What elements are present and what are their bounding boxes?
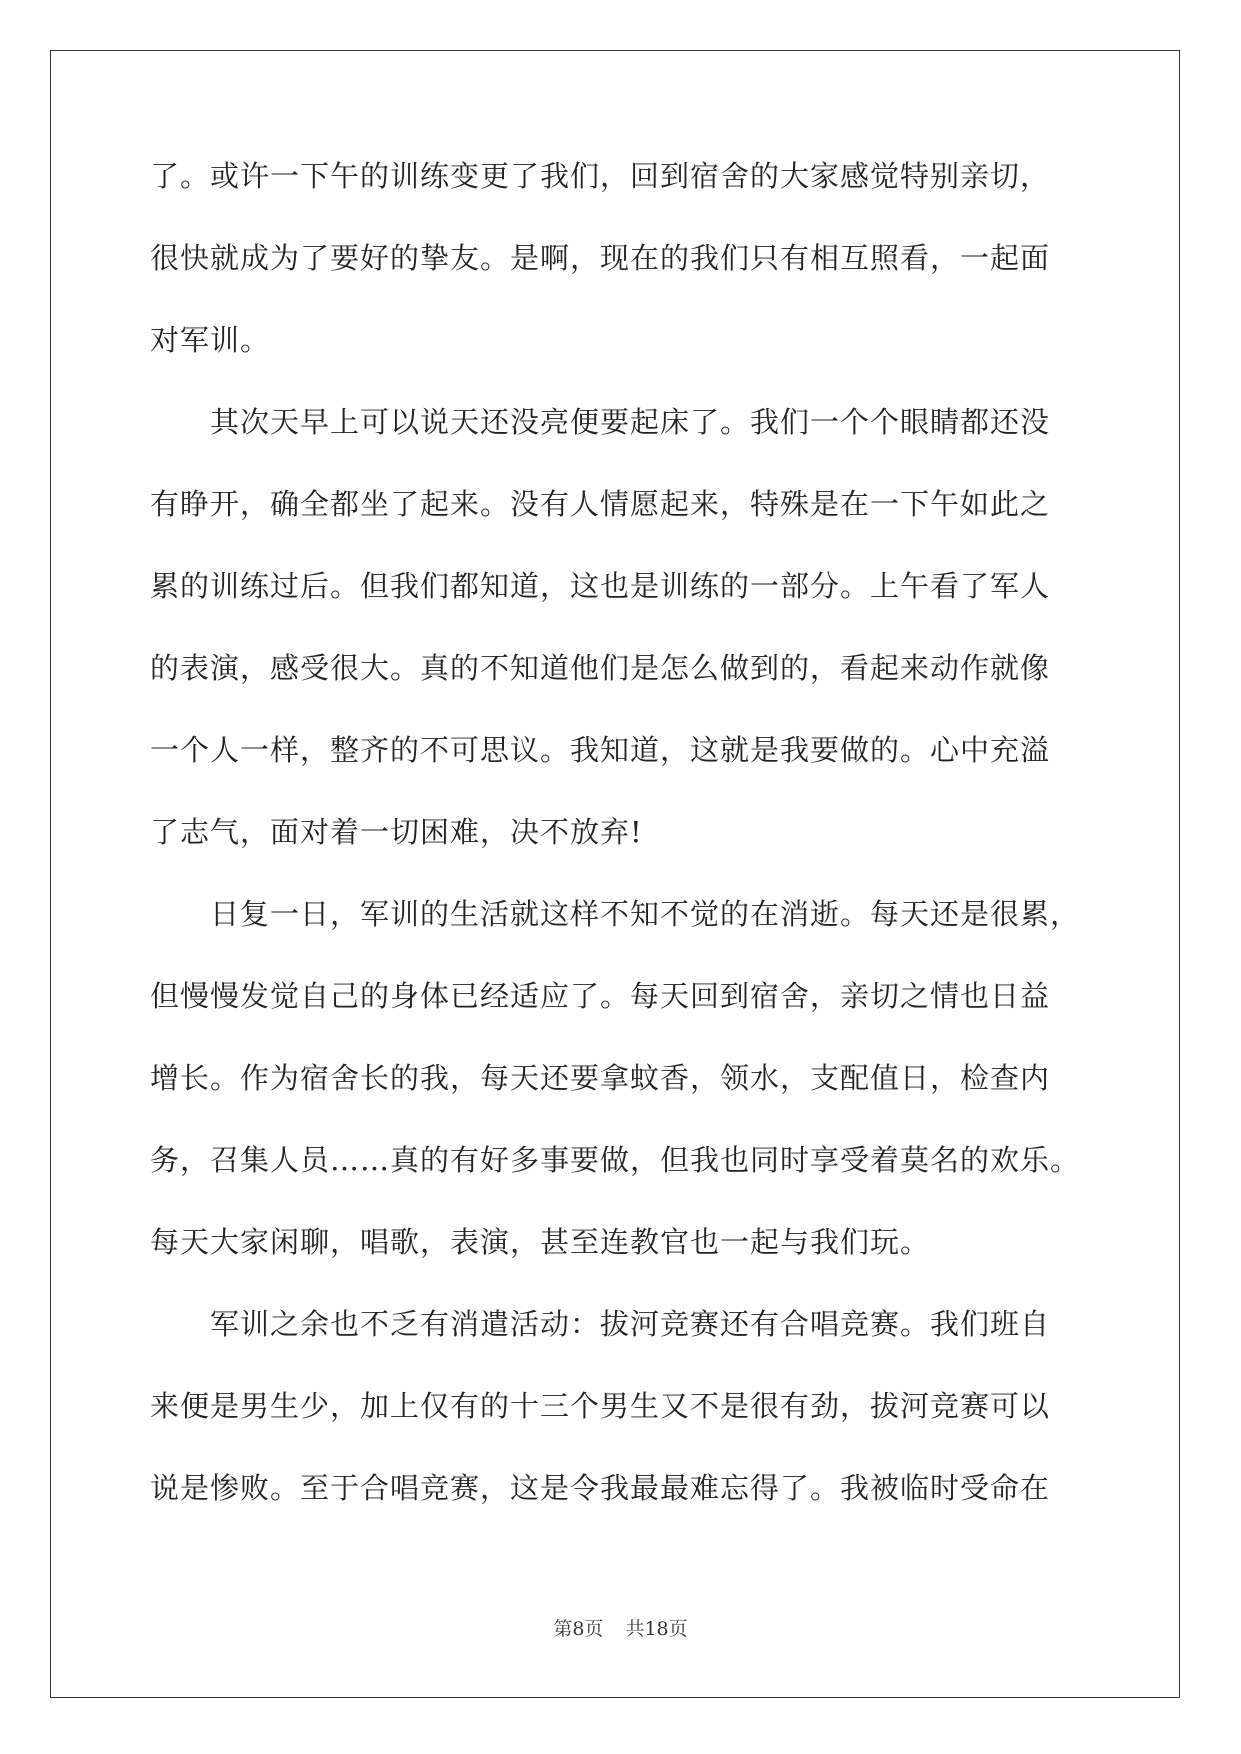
text-line: 每天大家闲聊，唱歌，表演，甚至连教官也一起与我们玩。 [150,1225,931,1259]
text-line: 说是惨败。至于合唱竞赛，这是令我最最难忘得了。我被临时受命在 [150,1471,1051,1505]
text-line: 有睁开，确全都坐了起来。没有人情愿起来，特殊是在一下午如此之 [150,487,1051,521]
text-line: 务，召集人员……真的有好多事要做，但我也同时享受着莫名的欢乐。 [150,1143,1081,1177]
text-line: 对军训。 [150,323,271,357]
page-total: 共18页 [625,1618,688,1640]
text-line: 很快就成为了要好的挚友。是啊，现在的我们只有相互照看，一起面 [150,241,1051,275]
text-line: 军训之余也不乏有消遣活动：拔河竞赛还有合唱竞赛。我们班自 [150,1307,1051,1341]
text-line: 其次天早上可以说天还没亮便要起床了。我们一个个眼睛都还没 [150,405,1051,439]
page-footer [0,1614,1241,1641]
text-line: 累的训练过后。但我们都知道，这也是训练的一部分。上午看了军人 [150,569,1051,603]
text-line: 日复一日，军训的生活就这样不知不觉的在消逝。每天还是很累， [150,897,1081,931]
text-line: 增长。作为宿舍长的我，每天还要拿蚊香，领水，支配值日，检查内 [150,1061,1051,1095]
text-line: 但慢慢发觉自己的身体已经适应了。每天回到宿舍，亲切之情也日益 [150,979,1051,1013]
text-line: 一个人一样，整齐的不可思议。我知道，这就是我要做的。心中充溢 [150,733,1051,767]
document-body [150,161,1090,1555]
text-line: 了。或许一下午的训练变更了我们，回到宿舍的大家感觉特别亲切， [150,159,1051,193]
text-line: 来便是男生少，加上仅有的十三个男生又不是很有劲，拔河竞赛可以 [150,1389,1051,1423]
text-line: 的表演，感受很大。真的不知道他们是怎么做到的，看起来动作就像 [150,651,1051,685]
page-number: 第8页 [553,1618,604,1640]
text-line: 了志气，面对着一切困难，决不放弃! [150,815,643,849]
